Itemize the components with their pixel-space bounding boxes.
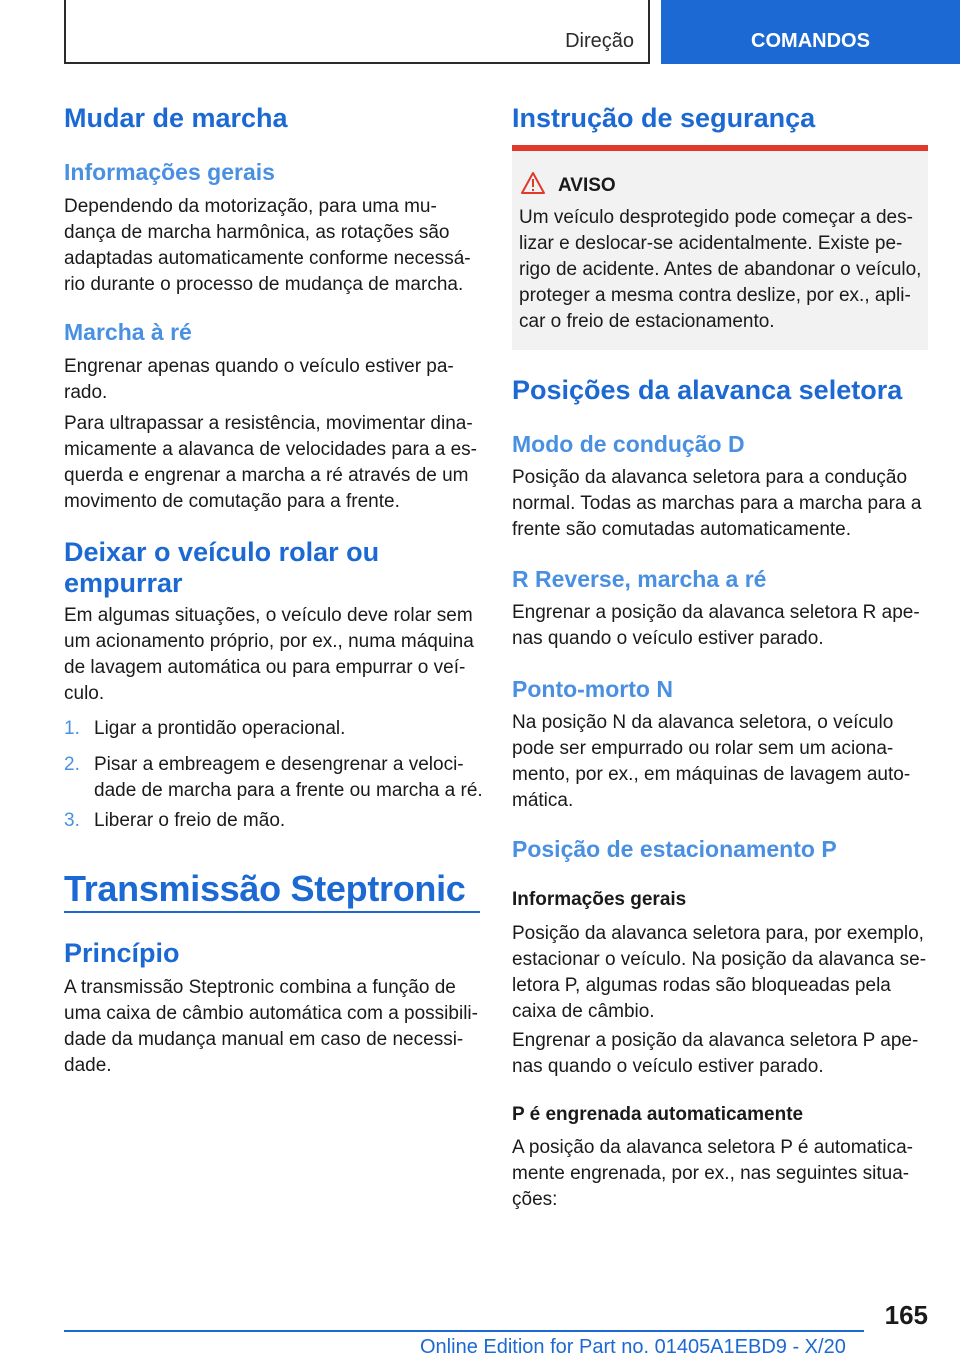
p-info-text-2: Engrenar a posição da alavanca seletora P ape-nas quando o veículo estiver parado. — [512, 1030, 919, 1077]
rolar-text: Em algumas situações, o veículo deve rolar sem um acionamento próprio, por ex., numa máquina de lavagem automática ou para empurrar o veí-culo. — [64, 605, 474, 704]
steptronic-title: Transmissão Steptronic — [64, 868, 466, 909]
p-auto-text: A posição da alavanca seletora P é automatica-mente engrenada, por ex., nas seguintes situa-ções: — [512, 1137, 914, 1210]
section-rule — [64, 911, 480, 913]
principio-title: Princípio — [64, 938, 180, 968]
seguranca-title: Instrução de segurança — [512, 103, 816, 133]
mudar-title: Mudar de marcha — [64, 103, 288, 133]
p-info-text-1: Posição da alavanca seletora para, por exemplo, estacionar o veículo. Na posição da alavanca se-letora P, algumas rodas são bloqueadas pela caixa de câmbio. — [512, 923, 927, 1022]
n-title: Ponto-morto N — [512, 676, 673, 702]
re-text-1: Engrenar apenas quando o veículo estiver pa-rado. — [64, 356, 454, 403]
section-title: Direção — [565, 30, 634, 52]
edition-text: Online Edition for Part no. 01405A1EBD9 - X/20 — [420, 1336, 846, 1358]
principio-text: A transmissão Steptronic combina a função de uma caixa de câmbio automática com a possibili-dade da mudança manual em caso de necessi-dade. — [64, 977, 478, 1076]
list-number: 3. — [64, 810, 80, 831]
r-title: R Reverse, marcha a ré — [512, 566, 767, 592]
warning-title: AVISO — [558, 175, 616, 196]
n-text: Na posição N da alavanca seletora, o veículo pode ser empurrado ou rolar sem um aciona-mento, por ex., em máquinas de lavagem auto-mática. — [512, 712, 911, 811]
footer-rule — [64, 1330, 864, 1332]
p-info-title: Informações gerais — [512, 889, 687, 910]
list-text: Pisar a embreagem e desengrenar a veloci-dade de marcha para a frente ou marcha a ré. — [94, 754, 483, 801]
p-auto-title: P é engrenada automaticamente — [512, 1104, 804, 1125]
warning-text: Um veículo desprotegido pode começar a des-lizar e deslocar-se acidentalmente. Existe pe-rigo de acidente. Antes de abandonar o veículo, proteger a mesma contra deslize, por ex., apli-car o freio de estacionamento. — [519, 207, 922, 332]
list-number: 2. — [64, 754, 80, 775]
r-text: Engrenar a posição da alavanca seletora R ape-nas quando o veículo estiver parado. — [512, 602, 920, 649]
warning-box — [512, 145, 928, 350]
d-text: Posição da alavanca seletora para a condução normal. Todas as marchas para a marcha para a frente são comutadas automaticamente. — [512, 467, 922, 540]
chapter-tab[interactable]: COMANDOS — [661, 0, 960, 64]
header-frame — [64, 0, 650, 64]
d-title: Modo de condução D — [512, 431, 745, 457]
info-text: Dependendo da motorização, para uma mu-dança de marcha harmônica, as rotações são adaptadas automaticamente conforme necessá-rio durante o processo de mudança de marcha. — [64, 196, 471, 295]
warning-triangle-icon — [520, 171, 546, 195]
page-number: 165 — [884, 1300, 928, 1330]
list-number: 1. — [64, 718, 80, 739]
info-title: Informações gerais — [64, 159, 275, 185]
re-title: Marcha à ré — [64, 319, 192, 345]
re-text-2: Para ultrapassar a resistência, movimentar dina-micamente a alavanca de velocidades para a es-querda e engrenar a marcha a ré através de um movimento de comutação para a frente. — [64, 413, 477, 512]
rolar-title: Deixar o veículo rolar ou empurrar — [64, 537, 380, 598]
posicoes-title: Posições da alavanca seletora — [512, 375, 903, 405]
p-title: Posição de estacionamento P — [512, 836, 837, 862]
list-text: Liberar o freio de mão. — [94, 810, 286, 831]
list-text: Ligar a prontidão operacional. — [94, 718, 346, 739]
